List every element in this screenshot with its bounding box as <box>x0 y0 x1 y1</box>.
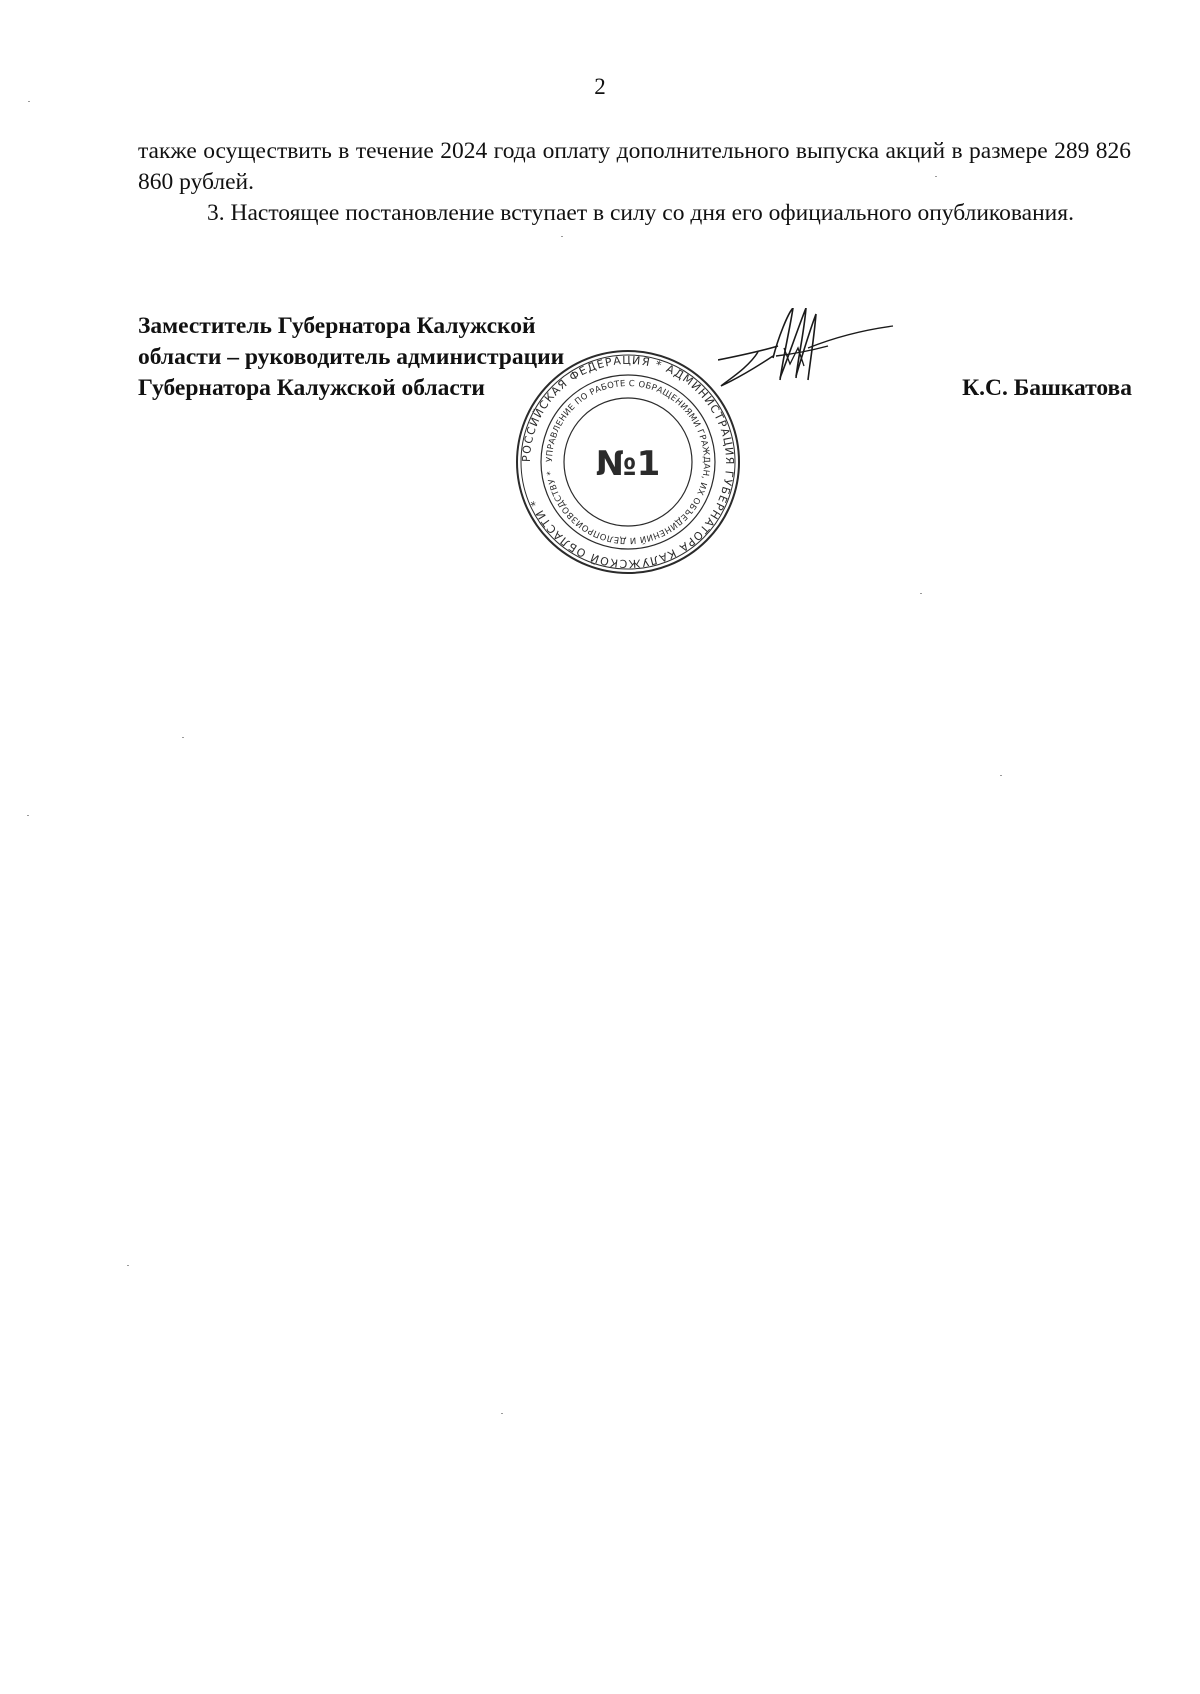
seal-inner-ring-text: УПРАВЛЕНИЕ ПО РАБОТЕ С ОБРАЩЕНИЯМИ ГРАЖДАН, ИХ ОБЪЕДИНЕНИЙ И ДЕЛОПРОИЗВОДСТВУ * <box>544 378 712 546</box>
page-number: 2 <box>594 74 606 99</box>
signature-position-title <box>138 311 564 404</box>
scan-speck <box>127 1265 129 1266</box>
signatory-name: К.С. Башкатова <box>962 375 1132 401</box>
handwritten-signature <box>718 308 898 418</box>
paragraph-item-3: 3. Настоящее постановление вступает в силу со дня его официального опубликования. <box>207 200 1074 226</box>
seal-outer-ring-text: РОССИЙСКАЯ ФЕДЕРАЦИЯ * АДМИНИСТРАЦИЯ ГУБЕРНАТОРА КАЛУЖСКОЙ ОБЛАСТИ * <box>519 353 737 571</box>
scan-speck <box>182 737 184 738</box>
scan-speck <box>501 1413 503 1414</box>
scan-speck <box>27 815 29 816</box>
scan-speck <box>1000 775 1002 776</box>
seal-center-number: №1 <box>595 444 661 484</box>
paragraph-continuation: также осуществить в течение 2024 года оплату дополнительного выпуска акций в размере 289 826 860 рублей. <box>138 138 1131 195</box>
scan-speck <box>28 101 30 102</box>
position-line: Заместитель Губернатора Калужской <box>138 313 536 339</box>
scan-speck <box>935 176 937 177</box>
scan-speck <box>561 236 563 237</box>
position-line: области – руководитель администрации <box>138 344 565 370</box>
official-seal-stamp <box>515 349 741 575</box>
position-line: Губернатора Калужской области <box>138 375 485 401</box>
scan-speck <box>920 593 922 594</box>
